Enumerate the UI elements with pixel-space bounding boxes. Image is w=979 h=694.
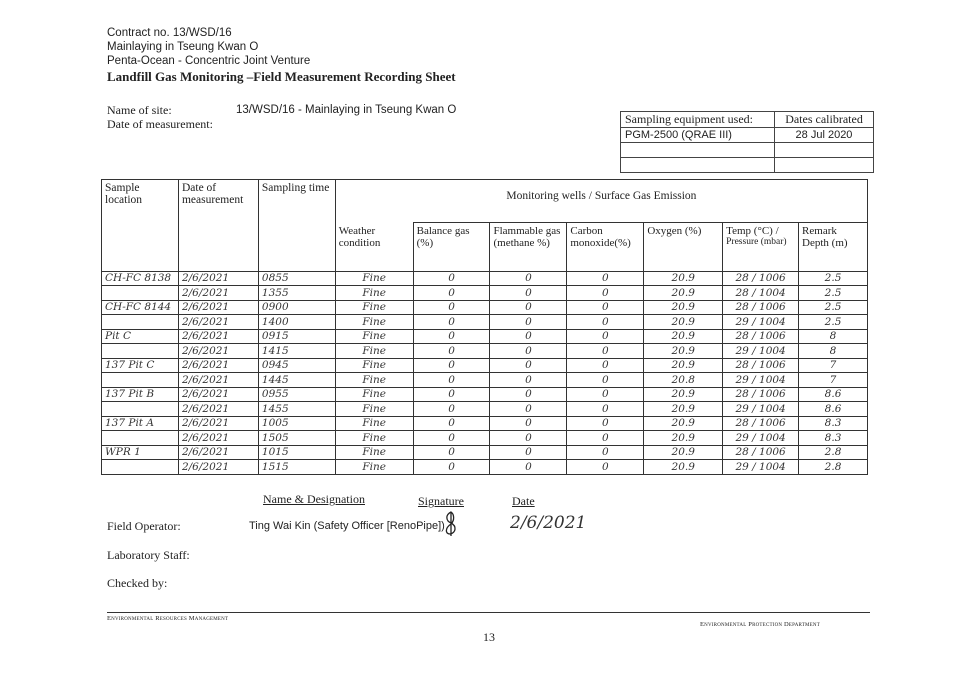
row-carbon-monoxide: 0: [567, 286, 644, 301]
row-balance-gas: 0: [413, 271, 490, 286]
row-balance-gas: 0: [413, 315, 490, 330]
row-temp-pressure: 29 / 1004: [723, 315, 799, 330]
row-temp-pressure: 28 / 1006: [723, 358, 799, 373]
row-temp-pressure: 28 / 1006: [723, 329, 799, 344]
equipment-empty-cell: [621, 143, 775, 158]
row-date: 2/6/2021: [178, 445, 258, 460]
row-oxygen: 20.9: [644, 431, 723, 446]
row-balance-gas: 0: [413, 460, 490, 475]
field-operator-name: Ting Wai Kin (Safety Officer [RenoPipe]): [249, 520, 445, 532]
row-flammable-gas: 0: [490, 460, 567, 475]
row-oxygen: 20.9: [644, 271, 723, 286]
row-flammable-gas: 0: [490, 344, 567, 359]
header-date: Date of measurement: [178, 180, 258, 272]
equipment-empty-cell: [775, 158, 874, 173]
equipment-header: Sampling equipment used:: [621, 112, 775, 128]
row-weather: Fine: [335, 315, 413, 330]
row-time: 1455: [258, 402, 335, 417]
header-temp: Temp (°C) /: [726, 225, 779, 237]
table-row: [102, 300, 868, 315]
row-location: [102, 373, 179, 388]
row-date: 2/6/2021: [178, 329, 258, 344]
row-balance-gas: 0: [413, 300, 490, 315]
equipment-empty-cell: [775, 143, 874, 158]
row-time: 0955: [258, 387, 335, 402]
row-location: Pit C: [102, 329, 179, 344]
row-temp-pressure: 28 / 1006: [723, 387, 799, 402]
table-row: [102, 387, 868, 402]
row-carbon-monoxide: 0: [567, 445, 644, 460]
row-location: [102, 344, 179, 359]
row-balance-gas: 0: [413, 416, 490, 431]
row-oxygen: 20.9: [644, 460, 723, 475]
row-carbon-monoxide: 0: [567, 300, 644, 315]
row-time: 1415: [258, 344, 335, 359]
table-row: [102, 460, 868, 475]
row-flammable-gas: 0: [490, 431, 567, 446]
row-carbon-monoxide: 0: [567, 344, 644, 359]
name-designation-heading: Name & Designation: [263, 492, 365, 506]
table-row: [102, 416, 868, 431]
table-row: [102, 358, 868, 373]
header-balance-gas: Balance gas (%): [413, 223, 490, 272]
date-heading: Date: [512, 494, 535, 508]
row-weather: Fine: [335, 344, 413, 359]
row-carbon-monoxide: 0: [567, 402, 644, 417]
row-oxygen: 20.9: [644, 445, 723, 460]
row-weather: Fine: [335, 300, 413, 315]
row-depth: 2.5: [799, 286, 868, 301]
table-row: [102, 315, 868, 330]
row-location: [102, 315, 179, 330]
row-date: 2/6/2021: [178, 300, 258, 315]
row-location: [102, 460, 179, 475]
row-date: 2/6/2021: [178, 431, 258, 446]
contractor-name: Penta-Ocean - Concentric Joint Venture: [107, 55, 311, 67]
row-depth: 8: [799, 329, 868, 344]
row-weather: Fine: [335, 387, 413, 402]
row-balance-gas: 0: [413, 387, 490, 402]
row-location: [102, 431, 179, 446]
row-flammable-gas: 0: [490, 416, 567, 431]
row-oxygen: 20.8: [644, 373, 723, 388]
row-oxygen: 20.9: [644, 286, 723, 301]
row-oxygen: 20.9: [644, 329, 723, 344]
row-oxygen: 20.9: [644, 315, 723, 330]
header-carbon-monoxide: Carbon monoxide(%): [567, 223, 644, 272]
row-weather: Fine: [335, 460, 413, 475]
table-row: [102, 431, 868, 446]
row-weather: Fine: [335, 445, 413, 460]
row-temp-pressure: 28 / 1006: [723, 271, 799, 286]
row-date: 2/6/2021: [178, 271, 258, 286]
row-time: 1400: [258, 315, 335, 330]
row-weather: Fine: [335, 358, 413, 373]
row-temp-pressure: 28 / 1004: [723, 286, 799, 301]
calibration-value: 28 Jul 2020: [775, 128, 874, 143]
footer-rule: [107, 612, 870, 613]
row-time: 1505: [258, 431, 335, 446]
row-carbon-monoxide: 0: [567, 431, 644, 446]
row-depth: 8.3: [799, 416, 868, 431]
row-date: 2/6/2021: [178, 344, 258, 359]
row-temp-pressure: 28 / 1006: [723, 445, 799, 460]
row-date: 2/6/2021: [178, 402, 258, 417]
row-location: 137 Pit B: [102, 387, 179, 402]
row-weather: Fine: [335, 271, 413, 286]
header-pressure: Pressure (mbar): [726, 237, 787, 247]
row-depth: 7: [799, 373, 868, 388]
row-depth: 7: [799, 358, 868, 373]
row-location: [102, 286, 179, 301]
row-balance-gas: 0: [413, 373, 490, 388]
row-weather: Fine: [335, 373, 413, 388]
equipment-empty-cell: [621, 158, 775, 173]
row-weather: Fine: [335, 286, 413, 301]
row-depth: 2.8: [799, 460, 868, 475]
row-flammable-gas: 0: [490, 358, 567, 373]
row-oxygen: 20.9: [644, 387, 723, 402]
project-name: Mainlaying in Tseung Kwan O: [107, 41, 259, 53]
row-temp-pressure: 29 / 1004: [723, 402, 799, 417]
row-location: CH-FC 8138: [102, 271, 179, 286]
row-balance-gas: 0: [413, 402, 490, 417]
row-time: 1015: [258, 445, 335, 460]
row-carbon-monoxide: 0: [567, 416, 644, 431]
row-flammable-gas: 0: [490, 387, 567, 402]
row-location: WPR 1: [102, 445, 179, 460]
row-date: 2/6/2021: [178, 416, 258, 431]
row-balance-gas: 0: [413, 286, 490, 301]
row-balance-gas: 0: [413, 344, 490, 359]
row-flammable-gas: 0: [490, 329, 567, 344]
header-location: Sample location: [102, 180, 179, 272]
row-flammable-gas: 0: [490, 300, 567, 315]
table-row: [102, 286, 868, 301]
row-flammable-gas: 0: [490, 373, 567, 388]
row-temp-pressure: 28 / 1006: [723, 300, 799, 315]
row-date: 2/6/2021: [178, 460, 258, 475]
field-operator-label: Field Operator:: [107, 519, 181, 533]
row-carbon-monoxide: 0: [567, 271, 644, 286]
row-balance-gas: 0: [413, 445, 490, 460]
row-oxygen: 20.9: [644, 416, 723, 431]
row-depth: 2.5: [799, 300, 868, 315]
row-depth: 8.3: [799, 431, 868, 446]
row-time: 1515: [258, 460, 335, 475]
row-oxygen: 20.9: [644, 344, 723, 359]
row-carbon-monoxide: 0: [567, 373, 644, 388]
table-row: [102, 402, 868, 417]
site-name-value: 13/WSD/16 - Mainlaying in Tseung Kwan O: [236, 104, 457, 116]
row-carbon-monoxide: 0: [567, 358, 644, 373]
row-temp-pressure: 29 / 1004: [723, 344, 799, 359]
row-depth: 8.6: [799, 402, 868, 417]
footer-right: Environmental Protection Department: [700, 621, 820, 628]
row-date: 2/6/2021: [178, 358, 258, 373]
row-time: 0915: [258, 329, 335, 344]
row-balance-gas: 0: [413, 358, 490, 373]
row-time: 1445: [258, 373, 335, 388]
row-weather: Fine: [335, 329, 413, 344]
site-name-label: Name of site:: [107, 103, 172, 117]
table-row: [102, 373, 868, 388]
footer-left: Environmental Resources Management: [107, 615, 229, 622]
row-oxygen: 20.9: [644, 358, 723, 373]
row-depth: 2.5: [799, 271, 868, 286]
row-location: 137 Pit A: [102, 416, 179, 431]
row-time: 0900: [258, 300, 335, 315]
row-location: 137 Pit C: [102, 358, 179, 373]
measurement-table: [101, 179, 868, 475]
checked-by-label: Checked by:: [107, 576, 168, 590]
row-date: 2/6/2021: [178, 315, 258, 330]
header-flammable-gas: Flammable gas (methane %): [490, 223, 567, 272]
row-time: 0855: [258, 271, 335, 286]
row-time: 1005: [258, 416, 335, 431]
row-location: CH-FC 8144: [102, 300, 179, 315]
row-oxygen: 20.9: [644, 402, 723, 417]
row-weather: Fine: [335, 402, 413, 417]
row-flammable-gas: 0: [490, 286, 567, 301]
row-carbon-monoxide: 0: [567, 329, 644, 344]
date-of-measurement-label: Date of measurement:: [107, 117, 213, 131]
header-temp-pressure: [723, 223, 799, 272]
row-flammable-gas: 0: [490, 315, 567, 330]
header-time: Sampling time: [258, 180, 335, 272]
laboratory-staff-label: Laboratory Staff:: [107, 548, 190, 562]
row-time: 0945: [258, 358, 335, 373]
row-carbon-monoxide: 0: [567, 387, 644, 402]
row-balance-gas: 0: [413, 329, 490, 344]
table-row: [102, 344, 868, 359]
page-number: 13: [483, 630, 495, 644]
equipment-table: [620, 111, 874, 173]
contract-number: Contract no. 13/WSD/16: [107, 27, 232, 39]
row-depth: 2.8: [799, 445, 868, 460]
row-temp-pressure: 29 / 1004: [723, 431, 799, 446]
header-oxygen: Oxygen (%): [644, 223, 723, 272]
field-operator-date: 2/6/2021: [510, 513, 587, 533]
row-temp-pressure: 28 / 1006: [723, 416, 799, 431]
calibration-header: Dates calibrated: [775, 112, 874, 128]
sheet-title: Landfill Gas Monitoring –Field Measurement Recording Sheet: [107, 69, 456, 84]
measurement-rows: [102, 271, 868, 474]
row-carbon-monoxide: 0: [567, 315, 644, 330]
row-date: 2/6/2021: [178, 387, 258, 402]
row-weather: Fine: [335, 416, 413, 431]
table-row: [102, 329, 868, 344]
header-group: Monitoring wells / Surface Gas Emission: [335, 180, 867, 223]
row-oxygen: 20.9: [644, 300, 723, 315]
header-weather: Weather condition: [335, 223, 413, 272]
row-depth: 8: [799, 344, 868, 359]
table-row: [102, 271, 868, 286]
row-time: 1355: [258, 286, 335, 301]
row-flammable-gas: 0: [490, 271, 567, 286]
row-flammable-gas: 0: [490, 445, 567, 460]
signature-heading: Signature: [418, 494, 464, 508]
row-location: [102, 402, 179, 417]
equipment-value: PGM-2500 (QRAE III): [621, 128, 775, 143]
row-flammable-gas: 0: [490, 402, 567, 417]
row-date: 2/6/2021: [178, 373, 258, 388]
row-depth: 2.5: [799, 315, 868, 330]
row-date: 2/6/2021: [178, 286, 258, 301]
header-remark-depth: Remark Depth (m): [799, 223, 868, 272]
table-row: [102, 445, 868, 460]
row-carbon-monoxide: 0: [567, 460, 644, 475]
row-temp-pressure: 29 / 1004: [723, 460, 799, 475]
signature-mark: [440, 509, 462, 537]
row-depth: 8.6: [799, 387, 868, 402]
row-balance-gas: 0: [413, 431, 490, 446]
row-weather: Fine: [335, 431, 413, 446]
row-temp-pressure: 29 / 1004: [723, 373, 799, 388]
